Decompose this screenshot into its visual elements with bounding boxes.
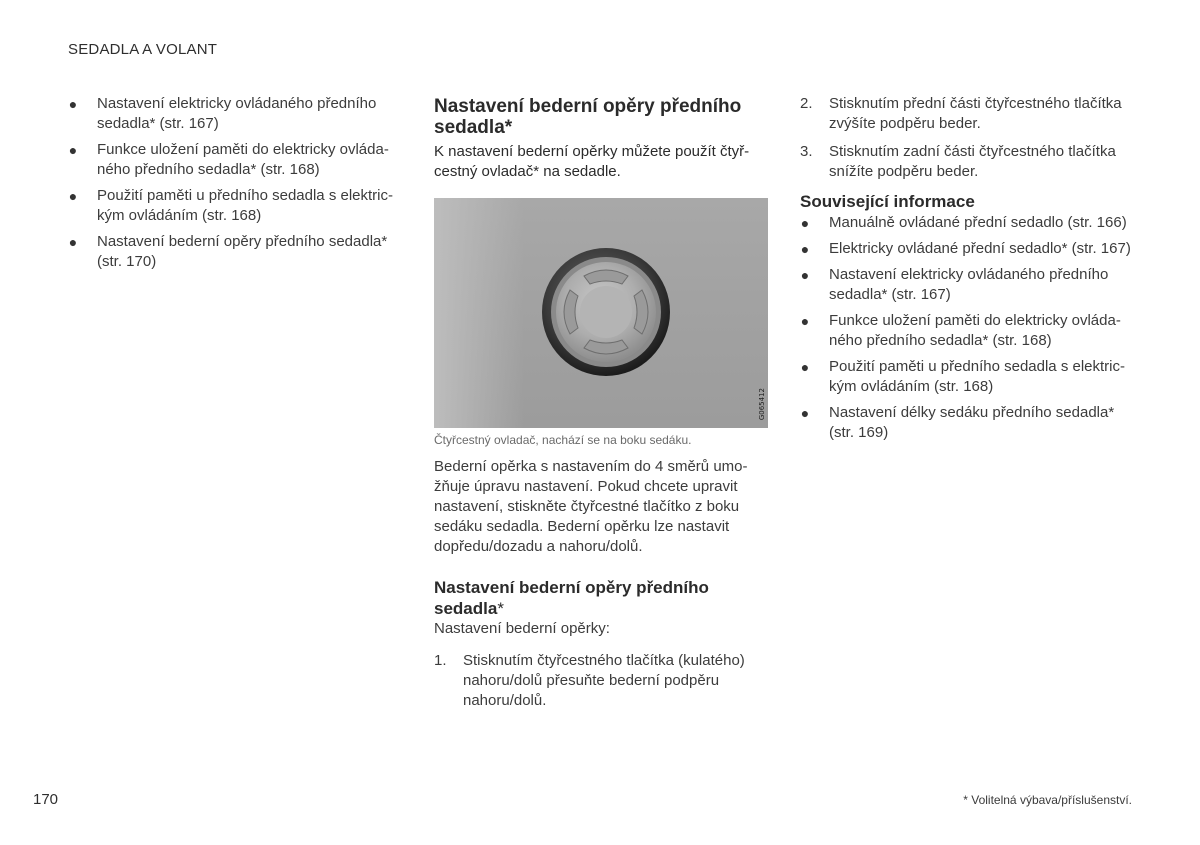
list-item[interactable] — [68, 94, 398, 134]
list-item[interactable] — [800, 213, 1140, 233]
four-way-control-knob-illustration — [434, 198, 768, 428]
list-item-text: Nastavení elektricky ovládaného předního sedadla* (str. 167) — [829, 266, 1109, 303]
page-number: 170 — [33, 791, 59, 808]
step-number: 3. — [800, 143, 813, 160]
step-text: Stisknutím přední části čtyřcestného tlačítka zvýšíte podpěru beder. — [829, 95, 1122, 132]
list-item-text: Použití paměti u předního sedadla s elektric- kým ovládáním (str. 168) — [97, 187, 393, 224]
list-item-text: Funkce uložení paměti do elektricky ovláda- ného předního sedadla* (str. 168) — [97, 141, 389, 178]
bullet-icon: ● — [800, 405, 810, 421]
body-paragraph: Bederní opěrka s nastavením do 4 směrů umo- žňuje úpravu nastavení. Pokud chcete upravit nastavení, stiskněte čtyřcestné tlačítko z boku sedáku sedadla. Bederní opěrku lze nastavit dopředu/dozadu a nahoru/dolů. — [434, 458, 748, 555]
list-item[interactable] — [68, 186, 398, 226]
list-item[interactable] — [800, 311, 1140, 351]
bullet-icon: ● — [800, 241, 810, 257]
middle-column — [434, 94, 769, 719]
list-item-text: Manuálně ovládané přední sedadlo (str. 166) — [829, 214, 1127, 231]
list-item-text: Nastavení bederní opěry předního sedadla* (str. 170) — [97, 233, 388, 270]
subsection-title-text: Nastavení bederní opěry předního sedadla — [434, 578, 709, 618]
related-link-list — [800, 213, 1140, 443]
step-number: 2. — [800, 95, 813, 112]
image-code: G065412 — [758, 388, 766, 421]
list-item[interactable] — [800, 265, 1140, 305]
bullet-icon: ● — [800, 313, 810, 329]
bullet-icon: ● — [800, 359, 810, 375]
list-item[interactable] — [800, 357, 1140, 397]
step-text: Stisknutím zadní části čtyřcestného tlačítka snížíte podpěru beder. — [829, 143, 1116, 180]
list-item[interactable] — [800, 239, 1140, 259]
step-item — [800, 142, 1140, 182]
left-column — [68, 94, 398, 278]
list-item[interactable] — [800, 403, 1140, 443]
list-item[interactable] — [68, 140, 398, 180]
control-photo — [434, 198, 768, 428]
bullet-icon: ● — [800, 215, 810, 231]
list-item-text: Nastavení elektricky ovládaného předního sedadla* (str. 167) — [97, 95, 377, 132]
subsection-lead: Nastavení bederní opěrky: — [434, 620, 610, 637]
step-text: Stisknutím čtyřcestného tlačítka (kulatého) nahoru/dolů přesuňte bederní podpěru nahoru/dolů. — [463, 652, 745, 709]
bullet-icon: ● — [68, 234, 78, 250]
list-item-text: Použití paměti u předního sedadla s elektric- kým ovládáním (str. 168) — [829, 358, 1125, 395]
section-title: Nastavení bederní opěry předního sedadla* — [434, 96, 742, 138]
steps-list — [434, 651, 769, 711]
steps-list-continued — [800, 94, 1140, 182]
list-item[interactable] — [68, 232, 398, 272]
list-item-text: Funkce uložení paměti do elektricky ovláda- ného předního sedadla* (str. 168) — [829, 312, 1121, 349]
figure-caption: Čtyřcestný ovladač, nachází se na boku sedáku. — [434, 433, 692, 447]
bullet-icon: ● — [68, 96, 78, 112]
running-head: SEDADLA A VOLANT — [68, 41, 218, 58]
left-link-list — [68, 94, 398, 272]
optional-marker: * — [497, 599, 504, 618]
footnote: * Volitelná výbava/příslušenství. — [963, 793, 1132, 807]
right-column — [800, 94, 1140, 449]
list-item-text: Elektricky ovládané přední sedadlo* (str. 167) — [829, 240, 1131, 257]
step-item — [800, 94, 1140, 134]
section-lead: K nastavení bederní opěrky můžete použít čtyř- cestný ovladač* na sedadle. — [434, 143, 750, 180]
bullet-icon: ● — [800, 267, 810, 283]
related-info-title: Související informace — [800, 192, 975, 211]
bullet-icon: ● — [68, 142, 78, 158]
subsection-title — [434, 577, 769, 619]
list-item-text: Nastavení délky sedáku předního sedadla* (str. 169) — [829, 404, 1115, 441]
bullet-icon: ● — [68, 188, 78, 204]
step-number: 1. — [434, 652, 447, 669]
step-item — [434, 651, 769, 711]
